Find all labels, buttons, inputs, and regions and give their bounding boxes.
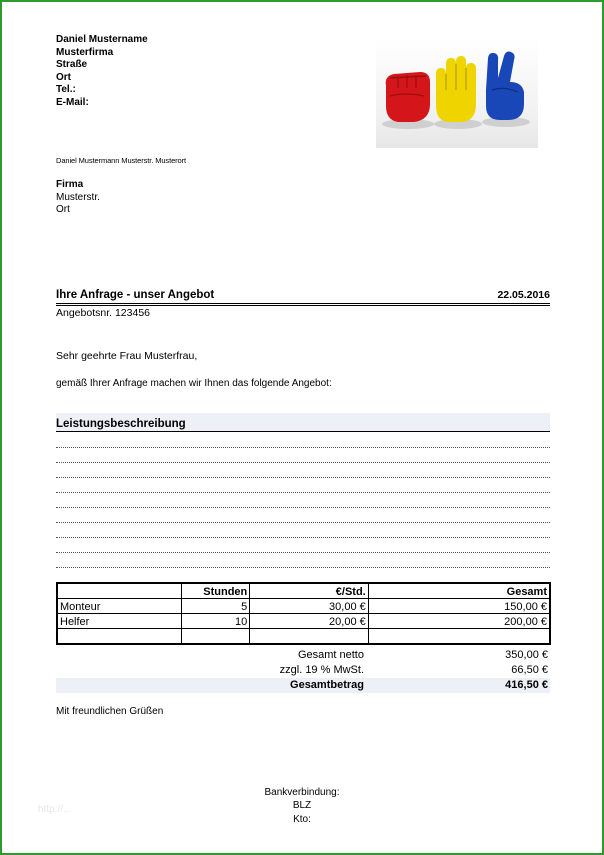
intro-text: gemäß Ihrer Anfrage machen wir Ihnen das folgende Angebot:	[56, 378, 332, 389]
bank-kto: Kto:	[293, 813, 311, 825]
price-table	[56, 582, 551, 645]
service-description-heading: Leistungsbeschreibung	[56, 413, 550, 432]
row-item: Monteur	[57, 599, 182, 614]
sender-city: Ort	[56, 71, 71, 83]
salutation: Sehr geehrte Frau Musterfrau,	[56, 350, 198, 362]
subject-title: Ihre Anfrage - unser Angebot	[56, 289, 215, 301]
subject-line	[56, 289, 550, 304]
sender-email: E-Mail:	[56, 96, 89, 108]
net-total-row	[56, 648, 550, 663]
totals-block	[56, 648, 550, 693]
vat-value: 66,50 €	[511, 664, 548, 676]
row-total	[368, 629, 550, 645]
offer-date: 22.05.2016	[497, 289, 550, 301]
dotted-line	[56, 537, 550, 538]
subject-divider	[56, 305, 550, 306]
recipient-address	[56, 179, 100, 217]
recipient-street: Musterstr.	[56, 191, 100, 203]
row-item	[57, 629, 182, 645]
sender-phone: Tel.:	[56, 84, 76, 96]
table-row	[57, 614, 550, 629]
row-rate: 30,00 €	[250, 599, 368, 614]
bank-details	[2, 786, 602, 826]
dotted-line	[56, 462, 550, 463]
table-row	[57, 629, 550, 645]
table-header-row	[57, 583, 550, 599]
grand-total-row	[56, 678, 550, 693]
return-address: Daniel Mustermann Musterstr. Musterort	[56, 156, 186, 165]
sender-name: Daniel Mustername	[56, 34, 148, 45]
row-hours	[182, 629, 250, 645]
closing-text: Mit freundlichen Grüßen	[56, 706, 164, 717]
dotted-line	[56, 507, 550, 508]
recipient-city: Ort	[56, 204, 70, 216]
bank-blz: BLZ	[292, 800, 312, 812]
table-row	[57, 599, 550, 614]
header-hours: Stunden	[182, 583, 250, 599]
dotted-line	[56, 447, 550, 448]
dotted-line	[56, 477, 550, 478]
vat-row	[56, 663, 550, 678]
row-hours: 10	[182, 614, 250, 629]
dotted-line	[56, 492, 550, 493]
dotted-line	[56, 522, 550, 523]
bank-label: Bankverbindung:	[264, 787, 340, 798]
grand-total-label: Gesamtbetrag	[290, 679, 364, 691]
vat-label: zzgl. 19 % MwSt.	[279, 664, 364, 676]
grand-total-value: 416,50 €	[505, 679, 548, 691]
header-rate: €/Std.	[250, 583, 368, 599]
row-total: 200,00 €	[368, 614, 550, 629]
offer-number: Angebotsnr. 123456	[56, 307, 150, 319]
sender-company: Musterfirma	[56, 46, 114, 58]
header-item	[57, 583, 182, 599]
sender-street: Straße	[56, 59, 88, 71]
dotted-line	[56, 567, 550, 568]
row-total: 150,00 €	[368, 599, 550, 614]
row-rate	[250, 629, 368, 645]
header-total: Gesamt	[368, 583, 550, 599]
net-total-value: 350,00 €	[505, 649, 548, 661]
row-hours: 5	[182, 599, 250, 614]
colorful-hands-icon	[376, 38, 538, 148]
watermark-text: http://...	[38, 804, 72, 815]
sender-address	[56, 34, 148, 110]
net-total-label: Gesamt netto	[297, 649, 364, 661]
row-item: Helfer	[57, 614, 182, 629]
dotted-line	[56, 552, 550, 553]
row-rate: 20,00 €	[250, 614, 368, 629]
recipient-company: Firma	[56, 179, 84, 190]
